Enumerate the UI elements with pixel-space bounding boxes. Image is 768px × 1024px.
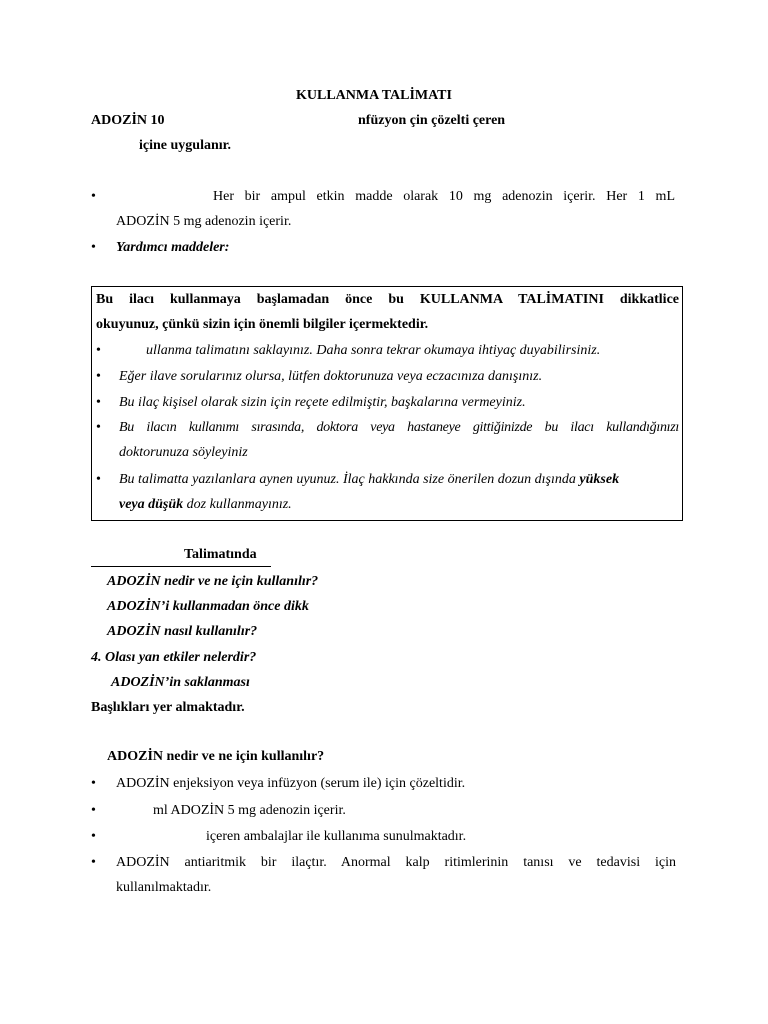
bullet-icon: • [91, 855, 96, 870]
warning-text: Bu talimatta yazılanlara aynen uyunuz. İlaç hakkında size önerilen dozun dışında [119, 472, 580, 487]
active-ingredient-line2: ADOZİN 5 mg adenozin içerir. [116, 214, 292, 229]
document-title: KULLANMA TALİMATI [296, 88, 452, 103]
warning-item-follow-dose-line1 [119, 467, 619, 492]
toc-item-5: ADOZİN’in saklanması [111, 675, 250, 690]
section1-heading: ADOZİN nedir ve ne için kullanılır? [107, 749, 325, 764]
warning-text: doz kullanmayınız. [183, 497, 292, 512]
product-description: nfüzyon çin çözelti çeren [358, 113, 506, 128]
route-of-administration: içine uygulanır. [139, 138, 232, 153]
bullet-icon: • [96, 420, 101, 435]
warning-emphasis-low: veya düşük [119, 497, 184, 512]
bullet-icon: • [96, 369, 101, 384]
active-ingredient-line1: Her bir ampul etkin madde olarak 10 mg adenozin içerir. Her 1 mL [213, 189, 675, 204]
warning-item-personal: Bu ilaç kişisel olarak sizin için reçete edilmiştir, başkalarına vermeyiniz. [119, 395, 526, 410]
section1-bullet-2: ml ADOZİN 5 mg adenozin içerir. [153, 803, 346, 818]
excipients-label: Yardımcı maddeler: [116, 240, 230, 255]
warning-item-follow-dose-line2 [119, 492, 292, 517]
bullet-icon: • [91, 776, 96, 791]
bullet-icon: • [96, 472, 101, 487]
toc-item-1: ADOZİN nedir ve ne için kullanılır? [107, 574, 319, 589]
bullet-icon: • [91, 189, 96, 204]
toc-item-4: 4. Olası yan etkiler nelerdir? [91, 650, 257, 665]
toc-footer: Başlıkları yer almaktadır. [91, 700, 245, 715]
bullet-icon: • [96, 395, 101, 410]
warning-intro-line1: Bu ilacı kullanmaya başlamadan önce bu KULLANMA TALİMATINI dikkatlice [96, 292, 679, 307]
warning-item-tell-doctor-line1: Bu ilacın kullanımı sırasında, doktora veya hastaneye gittiğinizde bu ilacı kullandığınızı [119, 420, 679, 435]
section1-bullet-3: içeren ambalajlar ile kullanıma sunulmaktadır. [206, 829, 467, 844]
bullet-icon: • [96, 343, 101, 358]
section1-bullet-1: ADOZİN enjeksiyon veya infüzyon (serum ile) için çözeltidir. [116, 776, 466, 791]
section1-bullet-4-line2: kullanılmaktadır. [116, 880, 212, 895]
toc-heading [91, 544, 271, 567]
bullet-icon: • [91, 803, 96, 818]
bullet-icon: • [91, 829, 96, 844]
product-name: ADOZİN 10 [91, 113, 165, 128]
toc-item-3: ADOZİN nasıl kullanılır? [107, 624, 258, 639]
warning-item-ask-doctor: Eğer ilave sorularınız olursa, lütfen doktorunuza veya eczacınıza danışınız. [119, 369, 543, 384]
warning-intro-line2: okuyunuz, çünkü sizin için önemli bilgiler içermektedir. [96, 317, 429, 332]
warning-item-keep-leaflet: ullanma talimatını saklayınız. Daha sonra tekrar okumaya ihtiyaç duyabilirsiniz. [146, 343, 601, 358]
warning-emphasis-high: yüksek [579, 472, 620, 487]
section1-bullet-4-line1: ADOZİN antiaritmik bir ilaçtır. Anormal kalp ritimlerinin tanısı ve tedavisi için [116, 855, 676, 870]
toc-heading-text: Talimatında [184, 547, 257, 562]
bullet-icon: • [91, 240, 96, 255]
toc-item-2: ADOZİN’i kullanmadan önce dikk [107, 599, 309, 614]
warning-item-tell-doctor-line2: doktorunuza söyleyiniz [119, 445, 248, 460]
